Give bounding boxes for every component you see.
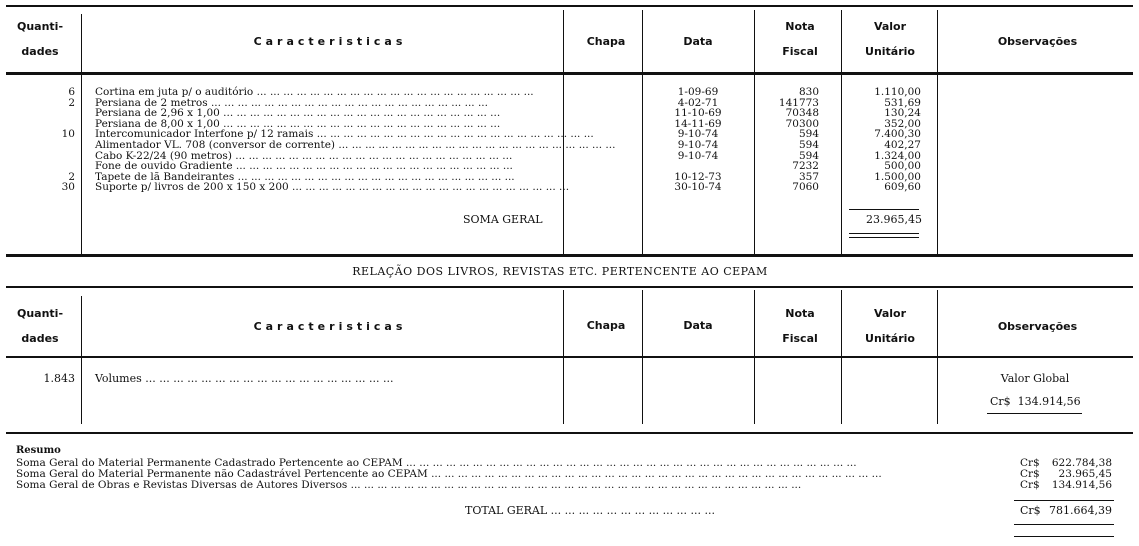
row-valor: 1.110,00 — [874, 86, 921, 98]
obs-value-rule — [987, 413, 1082, 414]
table-1-bottom-rule — [6, 254, 1133, 257]
total-rule-bottom-1 — [1014, 524, 1114, 525]
row-qty: 30 — [61, 181, 75, 194]
header-nota-line1: Nota — [785, 20, 815, 33]
resumo-line-label: Soma Geral de Obras e Revistas Diversas de Autores Diversos — [16, 478, 348, 491]
col-divider-data — [642, 10, 643, 254]
col-divider-obs — [937, 10, 938, 254]
soma-rule-bottom-1 — [849, 233, 919, 234]
row-leader-dots: ... ... ... ... ... ... ... ... ... ... ... ... ... ... ... ... ... ... ... ... ... — [232, 160, 513, 173]
row-date: 30-10-74 — [674, 181, 722, 194]
table-1-header-rule — [6, 72, 1133, 75]
table-2-bottom-rule — [6, 432, 1133, 434]
resumo-line-value: 134.914,56 — [1051, 478, 1112, 491]
volumes-desc-text: Volumes — [95, 372, 142, 385]
row-nota-fiscal: 594 — [798, 128, 819, 141]
row-leader-dots: ... ... ... ... ... ... ... ... ... ... ... ... ... ... ... ... ... ... ... ... ... — [253, 86, 534, 98]
col-divider-data — [642, 290, 643, 424]
row-desc-text: Suporte p/ livros de 200 x 150 x 200 — [95, 181, 289, 194]
resumo-line-currency: Cr$ — [1020, 478, 1040, 491]
row-date: 9-10-74 — [677, 128, 719, 141]
row-date: 11-10-69 — [674, 107, 722, 120]
row-desc-text: Cortina em juta p/ o auditório — [95, 86, 254, 98]
total-geral-label: TOTAL GERAL — [465, 504, 548, 517]
row-qty: 2 — [68, 96, 75, 109]
header-caracteristicas: Caracteristicas — [253, 35, 407, 48]
header-nota-line2: Fiscal — [782, 332, 818, 345]
header-valor-line1: Valor — [873, 20, 907, 33]
col-divider-valor — [841, 290, 842, 424]
row-leader-dots: ... ... ... ... ... ... ... ... ... ... ... ... ... ... ... ... ... ... ... ... ... — [207, 96, 488, 109]
resumo-line-label: Soma Geral do Material Permanente não Cadastrável Pertencente ao CEPAM — [16, 467, 428, 480]
total-geral-currency: Cr$ — [1020, 504, 1041, 517]
header-data: Data — [683, 319, 713, 332]
volumes-qty: 1.843 — [43, 372, 75, 385]
resumo-title: Resumo — [16, 445, 61, 456]
header-valor-line2: Unitário — [865, 45, 915, 58]
row-date: 4-02-71 — [677, 96, 719, 109]
header-valor-unitario — [845, 20, 935, 59]
row-desc-text: Tapete de lã Bandeirantes — [95, 170, 235, 183]
total-rule-top — [1014, 500, 1114, 501]
resumo-line — [16, 480, 1012, 491]
soma-rule-bottom-2 — [849, 237, 919, 238]
total-rule-bottom-2 — [1014, 536, 1114, 537]
soma-rule-top — [849, 209, 919, 210]
row-leader-dots: ... ... ... ... ... ... ... ... ... ... ... ... ... ... ... ... ... ... ... ... ... — [234, 170, 515, 183]
soma-geral-label: SOMA GERAL — [463, 213, 543, 226]
col-divider-obs — [937, 290, 938, 424]
total-leader-dots: ... ... ... ... ... ... ... ... ... ... ... ... — [547, 504, 716, 517]
row-desc-text: Fone de ouvido Gradiente — [95, 160, 233, 173]
row-leader-dots: ... ... ... ... ... ... ... ... ... ... ... ... ... ... ... ... ... ... ... ... ... — [335, 139, 616, 151]
resumo-leader-dots: ... ... ... ... ... ... ... ... ... ... ... ... ... ... ... ... ... ... ... ... ... ... ... ... ... ... ... ... ... ... ... ... ... ... — [347, 478, 802, 491]
header-quantidades — [8, 307, 72, 346]
row-qty: 6 — [68, 86, 75, 98]
header-valor-line2: Unitário — [865, 332, 915, 345]
row-leader-dots: ... ... ... ... ... ... ... ... ... ... ... ... ... ... ... ... ... ... ... ... ... — [313, 128, 594, 141]
volumes-leader-dots: ... ... ... ... ... ... ... ... ... ... ... ... ... ... ... ... ... ... — [141, 372, 394, 385]
col-divider-valor — [841, 10, 842, 254]
resumo-line-value: 23.965,45 — [1058, 467, 1112, 480]
row-nota-fiscal: 357 — [798, 170, 819, 183]
resumo-leader-dots: ... ... ... ... ... ... ... ... ... ... ... ... ... ... ... ... ... ... ... ... ... ... ... ... ... ... ... ... ... ... ... ... ... ... — [402, 457, 857, 469]
books-section-title: RELAÇÃO DOS LIVROS, REVISTAS ETC. PERTENCENTE AO CEPAM — [352, 265, 768, 278]
resumo-line-currency: Cr$ — [1020, 457, 1040, 469]
row-date: 14-11-69 — [674, 117, 722, 130]
header-nota-fiscal — [760, 307, 840, 346]
row-desc-text: Persiana de 2 metros — [95, 96, 208, 109]
header-data: Data — [683, 35, 713, 48]
row-leader-dots: ... ... ... ... ... ... ... ... ... ... ... ... ... ... ... ... ... ... ... ... ... — [219, 117, 501, 130]
row-qty: 10 — [61, 128, 75, 141]
row-valor: 531,69 — [884, 96, 921, 109]
row-date: 9-10-74 — [677, 149, 719, 162]
col-divider-qty — [81, 14, 82, 254]
volumes-desc — [95, 374, 394, 385]
row-leader-dots: ... ... ... ... ... ... ... ... ... ... ... ... ... ... ... ... ... ... ... ... ... — [288, 181, 570, 194]
row-desc-text: Cabo K-22/24 (90 metros) — [95, 149, 232, 162]
obs-valor-global-value: Cr$ 134.914,56 — [990, 395, 1081, 408]
row-nota-fiscal: 830 — [798, 86, 819, 98]
row-valor: 500,00 — [884, 160, 921, 173]
row-qty: 2 — [68, 170, 75, 183]
total-geral-value: 781.664,39 — [1049, 504, 1112, 517]
header-valor-line1: Valor — [873, 307, 907, 320]
header-nota-line2: Fiscal — [782, 45, 818, 58]
row-desc-text: Intercomunicador Interfone p/ 12 ramais — [95, 128, 314, 141]
row-nota-fiscal: 70300 — [785, 117, 819, 130]
row-date: 1-09-69 — [677, 86, 719, 98]
row-valor: 130,24 — [884, 107, 921, 120]
header-valor-unitario — [845, 307, 935, 346]
table-2-header-rule — [6, 356, 1133, 358]
row-valor: 1.500,00 — [874, 170, 921, 183]
obs-valor-global-label: Valor Global — [1000, 372, 1070, 385]
header-observacoes: Observações — [997, 320, 1078, 333]
row-nota-fiscal: 7060 — [792, 181, 819, 194]
row-valor: 402,27 — [884, 139, 921, 151]
header-chapa: Chapa — [586, 35, 626, 48]
col-divider-chapa — [563, 290, 564, 424]
row-desc-text: Persiana de 8,00 x 1,00 — [95, 117, 220, 130]
total-geral-row — [465, 506, 715, 517]
soma-geral-value: 23.965,45 — [866, 213, 922, 226]
header-quantidades-line1: Quanti- — [16, 307, 64, 320]
header-nota-line1: Nota — [785, 307, 815, 320]
row-valor: 7.400,30 — [874, 128, 921, 141]
row-leader-dots: ... ... ... ... ... ... ... ... ... ... ... ... ... ... ... ... ... ... ... ... ... — [219, 107, 501, 120]
col-divider-nota — [754, 290, 755, 424]
header-observacoes: Observações — [997, 35, 1078, 48]
header-quantidades — [8, 20, 72, 59]
row-nota-fiscal: 141773 — [778, 96, 819, 109]
resumo-line-value: 622.784,38 — [1051, 457, 1112, 469]
header-quantidades-line1: Quanti- — [16, 20, 64, 33]
resumo-line-label: Soma Geral do Material Permanente Cadastrado Pertencente ao CEPAM — [16, 457, 403, 469]
row-valor: 352,00 — [884, 117, 921, 130]
table-2-top-rule — [6, 286, 1133, 288]
row-nota-fiscal: 594 — [798, 139, 819, 151]
header-nota-fiscal — [760, 20, 840, 59]
row-valor: 609,60 — [884, 181, 921, 194]
table-1-top-rule — [6, 5, 1133, 7]
col-divider-qty — [81, 296, 82, 424]
header-chapa: Chapa — [586, 319, 626, 332]
row-date: 10-12-73 — [674, 170, 722, 183]
row-desc-text: Persiana de 2,96 x 1,00 — [95, 107, 220, 120]
row-valor: 1.324,00 — [874, 149, 921, 162]
resumo-line-currency: Cr$ — [1020, 467, 1040, 480]
row-desc — [95, 181, 570, 194]
row-leader-dots: ... ... ... ... ... ... ... ... ... ... ... ... ... ... ... ... ... ... ... ... ... — [231, 149, 513, 162]
resumo-leader-dots: ... ... ... ... ... ... ... ... ... ... ... ... ... ... ... ... ... ... ... ... ... ... ... ... ... ... ... ... ... ... ... ... ... ... — [427, 467, 882, 480]
row-nota-fiscal: 70348 — [785, 107, 819, 120]
header-quantidades-line2: dades — [21, 332, 59, 345]
row-nota-fiscal: 7232 — [792, 160, 819, 173]
header-quantidades-line2: dades — [21, 45, 59, 58]
header-caracteristicas: Caracteristicas — [253, 320, 407, 333]
row-desc-text: Alimentador VL. 708 (conversor de corrente) — [95, 139, 336, 151]
row-date: 9-10-74 — [677, 139, 719, 151]
row-nota-fiscal: 594 — [798, 149, 819, 162]
